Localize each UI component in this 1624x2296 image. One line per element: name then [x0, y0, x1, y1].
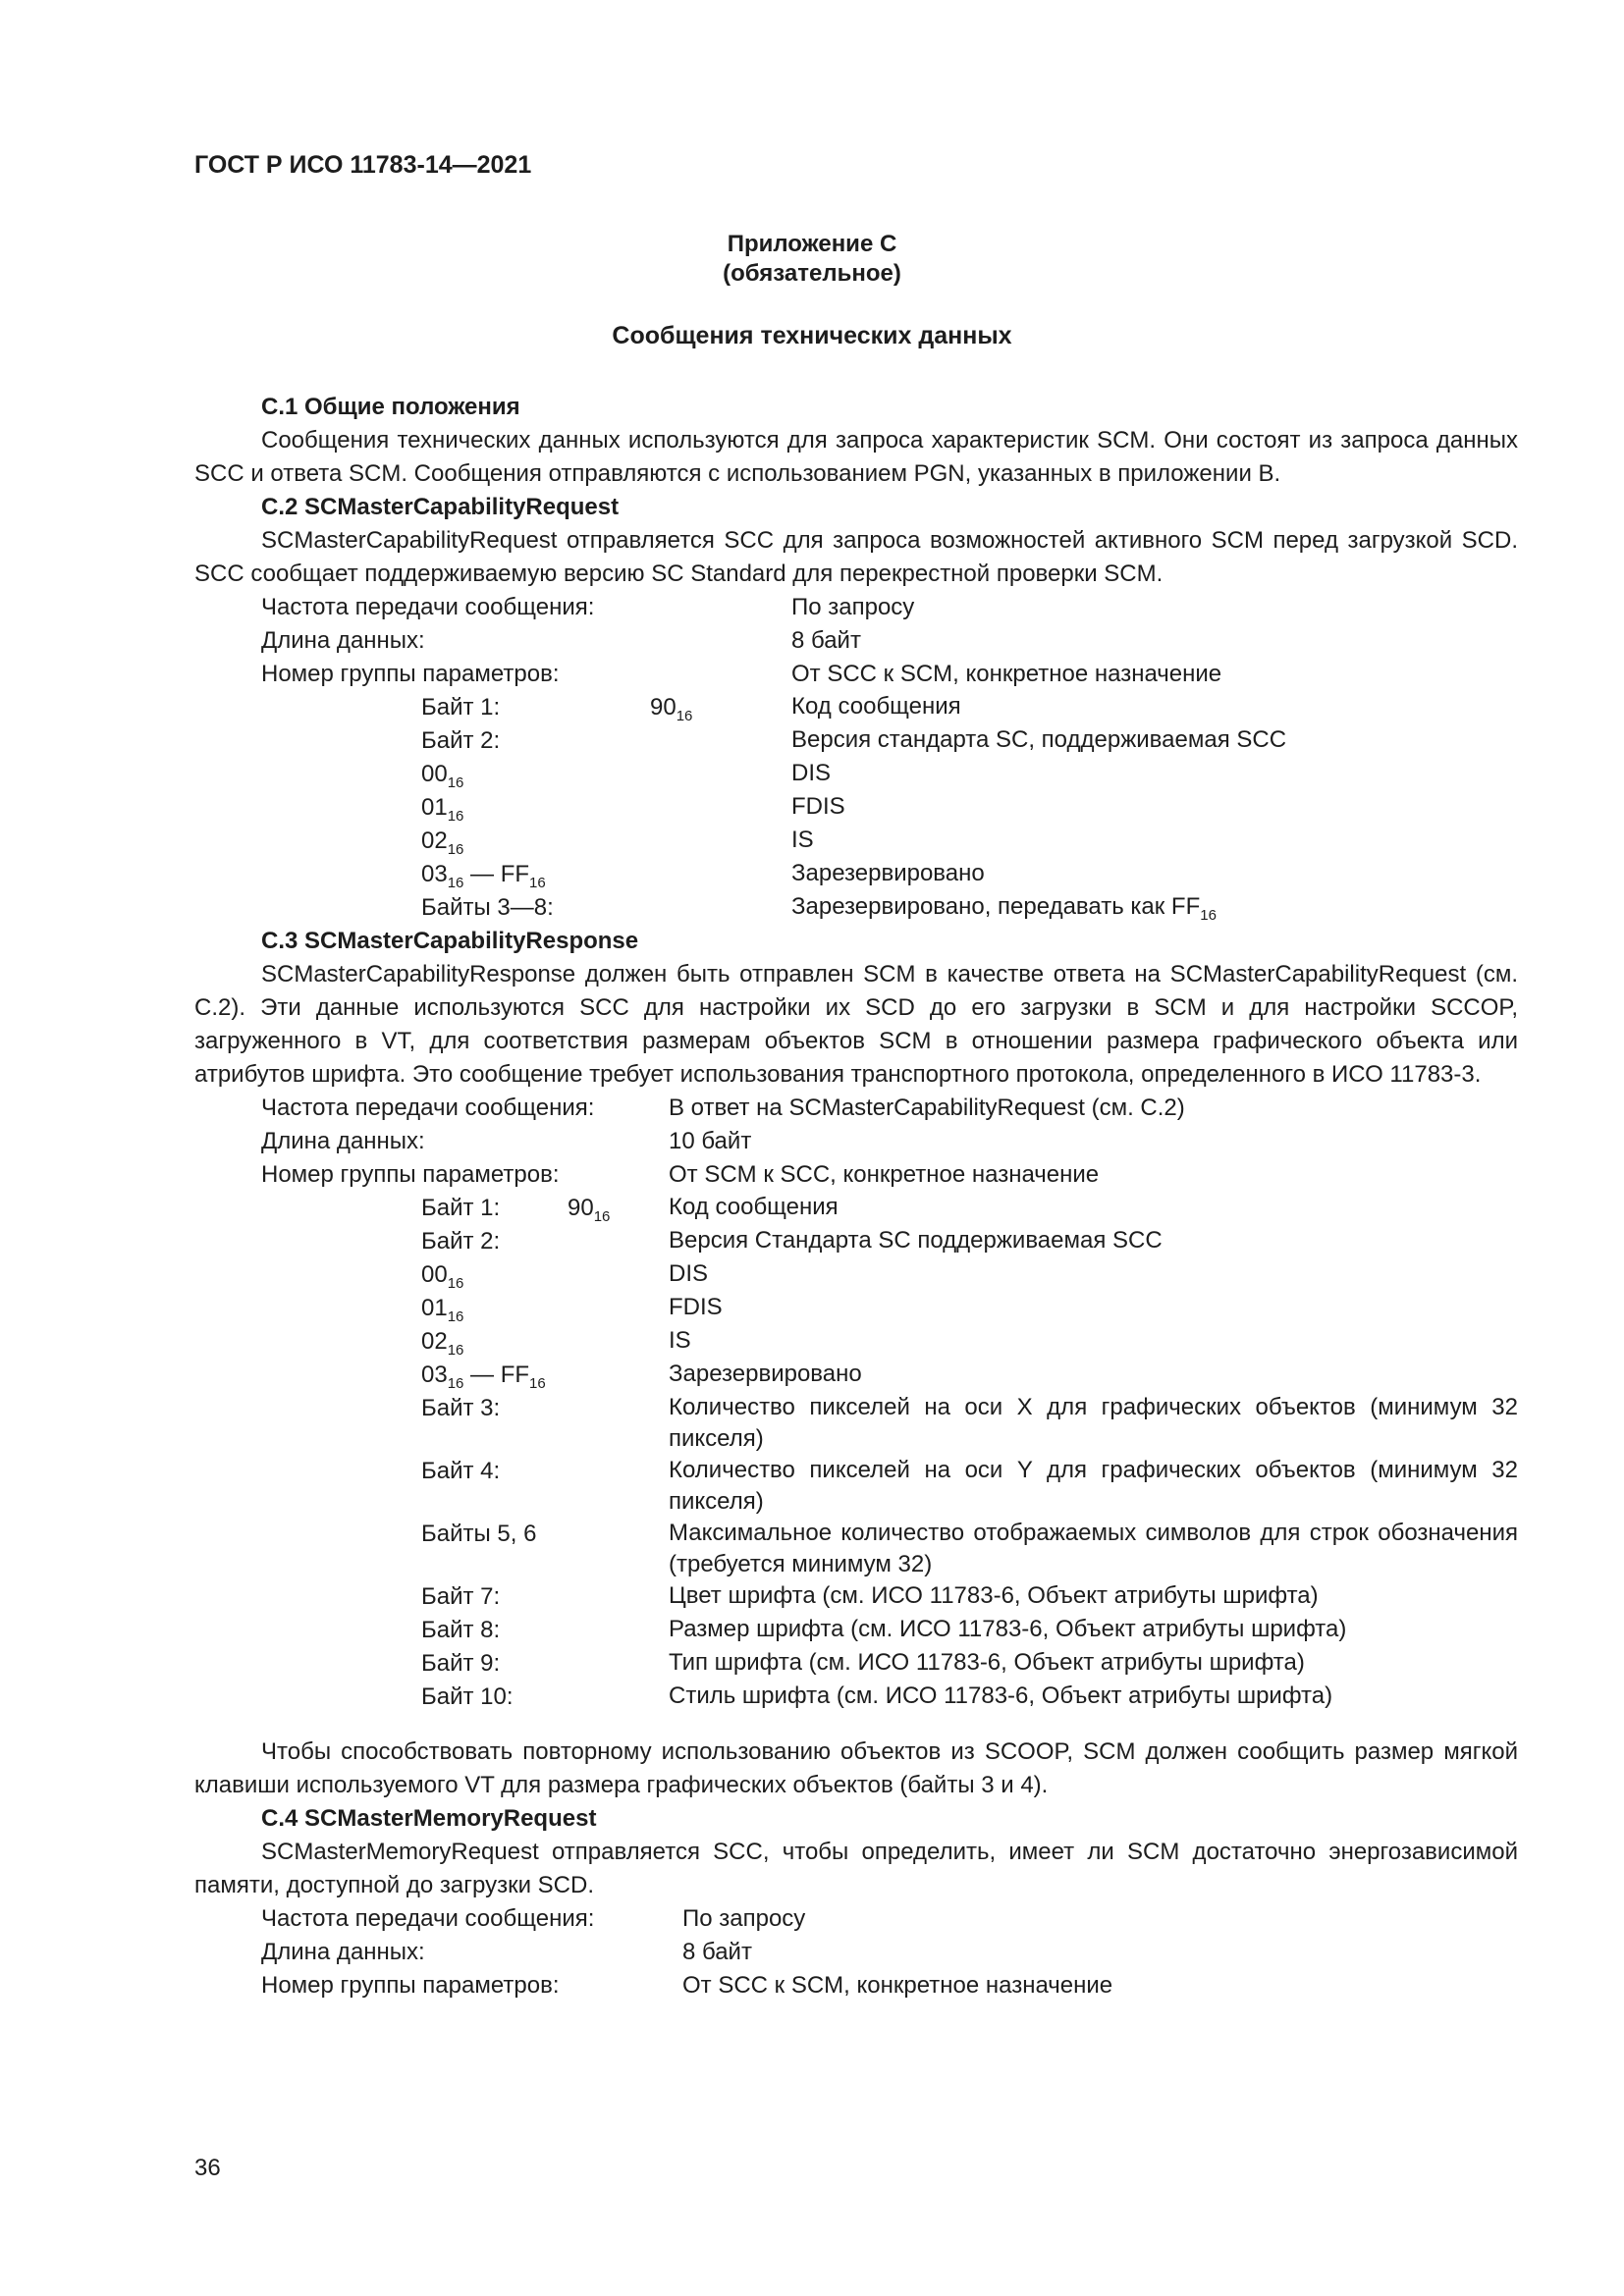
- appendix-heading: [0, 230, 1624, 289]
- param-row: Номер группы параметров: От SCM к SCC, конкретное назначение: [261, 1161, 1100, 1188]
- section-c3-heading: C.3 SCMasterCapabilityResponse: [261, 928, 639, 954]
- param-row: Частота передачи сообщения: По запросу: [261, 594, 915, 620]
- value-row: $00_{16}$ DIS: [421, 760, 832, 791]
- section-c4-params: [261, 1902, 1518, 2002]
- value-row: $01_{16}$ FDIS: [421, 793, 845, 825]
- byte-row: Байт 1: $90_{16}$ Код сообщения: [421, 693, 961, 724]
- value-row: $03_{16}$ — $FF_{16}$ Зарезервировано: [421, 1361, 862, 1392]
- section-c2-heading: C.2 SCMasterCapabilityRequest: [261, 494, 620, 520]
- byte-row: Байты 3—8: Зарезервировано, передавать как $FF_{16}$: [421, 893, 1217, 924]
- section-c3-bytes: [421, 1192, 1518, 1714]
- section-c3-note: Чтобы способствовать повторному использованию объектов из SCOOP, SCM должен сообщить размер мягкой клавиши используемого VT для размера графических объектов (байты 3 и 4).: [194, 1738, 1518, 1798]
- section-c1-heading: C.1 Общие положения: [261, 394, 520, 420]
- param-row: Частота передачи сообщения: В ответ на SCMasterCapabilityRequest (см. C.2): [261, 1095, 1185, 1121]
- section-c2-text: SCMasterCapabilityRequest отправляется SCC для запроса возможностей активного SCM перед загрузкой SCD. SCC сообщает поддерживаемую версию SC Standard для перекрестной проверки SCM.: [194, 527, 1518, 587]
- byte-row: Байт 9: Тип шрифта (см. ИСО 11783-6, Объект атрибуты шрифта): [421, 1649, 1305, 1677]
- byte-row: Байт 3: Количество пикселей на оси X для графических объектов (минимум 32 пикселя): [421, 1394, 1518, 1452]
- appendix-label: Приложение C: [727, 231, 897, 257]
- param-row: Длина данных: 10 байт: [261, 1128, 752, 1154]
- appendix-status: (обязательное): [723, 260, 901, 287]
- param-row: Частота передачи сообщения: По запросу: [261, 1905, 806, 1932]
- section-c4-text: SCMasterMemoryRequest отправляется SCC, чтобы определить, имеет ли SCM достаточно энергозависимой памяти, доступной до загрузки SCD.: [194, 1839, 1518, 1898]
- value-row: $02_{16}$ IS: [421, 1327, 691, 1359]
- page-number: 36: [194, 2155, 221, 2181]
- page-content: [194, 391, 1518, 2002]
- section-c4-heading: C.4 SCMasterMemoryRequest: [261, 1805, 597, 1832]
- section-c3-params: [261, 1092, 1518, 1192]
- value-row: $03_{16}$ — $FF_{16}$ Зарезервировано: [421, 860, 985, 891]
- byte-row: Байты 5, 6 Максимальное количество отображаемых символов для строк обозначения (требуется минимум 32): [421, 1520, 1518, 1577]
- byte-row: Байт 10: Стиль шрифта (см. ИСО 11783-6, Объект атрибуты шрифта): [421, 1682, 1333, 1710]
- byte-row: Байт 8: Размер шрифта (см. ИСО 11783-6, Объект атрибуты шрифта): [421, 1616, 1347, 1643]
- value-row: $00_{16}$ DIS: [421, 1260, 709, 1292]
- section-c1-text: Сообщения технических данных используются для запроса характеристик SCM. Они состоят из запроса данных SCC и ответа SCM. Сообщения отправляются с использованием PGN, указанных в приложении B.: [194, 427, 1518, 487]
- param-row: Длина данных: 8 байт: [261, 627, 861, 654]
- appendix-title: Сообщения технических данных: [612, 322, 1012, 349]
- param-row: Номер группы параметров: От SCC к SCM, конкретное назначение: [261, 1972, 1113, 1999]
- byte-row: Байт 2: Версия Стандарта SC поддерживаемая SCC: [421, 1227, 1163, 1255]
- section-c2-params: [261, 591, 1518, 691]
- param-row: Номер группы параметров: От SCC к SCM, конкретное назначение: [261, 661, 1222, 687]
- byte-row: Байт 7: Цвет шрифта (см. ИСО 11783-6, Объект атрибуты шрифта): [421, 1582, 1319, 1610]
- value-row: $02_{16}$ IS: [421, 827, 814, 858]
- value-row: $01_{16}$ FDIS: [421, 1294, 723, 1325]
- byte-row: Байт 1: $90_{16}$ Код сообщения: [421, 1194, 839, 1225]
- section-c3-text: SCMasterCapabilityResponse должен быть отправлен SCM в качестве ответа на SCMasterCapabilityRequest (см. C.2). Эти данные используются SCC для настройки их SCD до его загрузки в SCM и для настройки SCCOP, загруженного в VT, для соответствия размерам объектов SCM в отношении размера графического объекта или атрибутов шрифта. Это сообщение требует использования транспортного протокола, определенного в ИСО 11783-3.: [194, 961, 1518, 1088]
- byte-row: Байт 2: Версия стандарта SC, поддерживаемая SCC: [421, 726, 1287, 754]
- section-c2-bytes: [421, 691, 1518, 925]
- document-header: ГОСТ Р ИСО 11783-14—2021: [194, 151, 532, 179]
- byte-row: Байт 4: Количество пикселей на оси Y для графических объектов (минимум 32 пикселя): [421, 1457, 1518, 1515]
- param-row: Длина данных: 8 байт: [261, 1939, 752, 1965]
